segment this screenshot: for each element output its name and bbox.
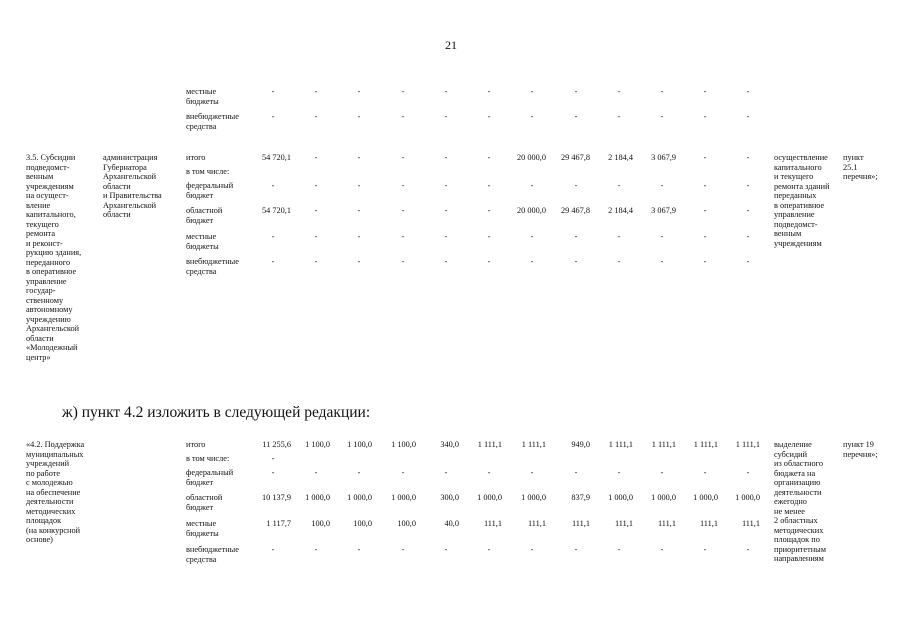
cell-dash: - [401, 112, 405, 121]
row-label: бюджет [186, 477, 214, 487]
result-text: осуществление [774, 153, 828, 162]
cell-dash: - [617, 181, 621, 190]
cell-dash: - [314, 181, 318, 190]
executor-text: Губернатора [103, 162, 147, 172]
section-3-5-title: учреждениям [26, 181, 74, 191]
cell-dash: - [574, 257, 578, 266]
row-label: внебюджетные [186, 257, 239, 266]
row-label: бюджет [186, 215, 214, 225]
row-label: местные [186, 519, 217, 528]
section-3-5-title: государ- [26, 286, 56, 295]
cell-dash: - [530, 257, 534, 266]
cell-dash: - [530, 232, 534, 241]
row-label: бюджеты [186, 96, 219, 106]
section-3-5-title: учреждению [26, 314, 71, 324]
cell-dash: - [271, 454, 275, 463]
result-text: методических [774, 525, 824, 535]
cell-dash: - [314, 257, 318, 266]
cell-value: 111,1 [571, 519, 590, 528]
cell-dash: - [574, 181, 578, 190]
reference-text: перечня»; [843, 449, 878, 459]
cell-value: 1 000,0 [477, 493, 502, 502]
cell-dash: - [401, 153, 405, 162]
cell-dash: - [314, 232, 318, 241]
executor-text: области [103, 181, 131, 191]
cell-dash: - [660, 257, 664, 266]
result-text: подведомст- [774, 219, 818, 229]
cell-dash: - [401, 545, 405, 554]
section-4-2-title: «4.2. Поддержка [26, 440, 85, 449]
section-4-2-title: основе) [26, 535, 53, 544]
cell-dash: - [271, 232, 275, 241]
section-3-5-title: вление [26, 200, 51, 210]
cell-dash: - [487, 206, 491, 215]
cell-dash: - [703, 112, 707, 121]
section-3-5-title: «Молодежный [26, 343, 78, 352]
result-text: выделение [774, 440, 812, 449]
reference-text: перечня»; [843, 172, 878, 181]
cell-dash: - [574, 112, 578, 121]
cell-dash: - [444, 206, 448, 215]
cell-dash: - [487, 468, 491, 477]
result-text: капитального [774, 162, 822, 172]
cell-value: 11 255,6 [262, 440, 291, 449]
section-4-2-title: по работе [26, 468, 61, 478]
cell-dash: - [357, 257, 361, 266]
section-3-5-title: текущего [26, 219, 59, 229]
cell-dash: - [574, 545, 578, 554]
cell-dash: - [357, 181, 361, 190]
cell-value: 111,1 [657, 519, 676, 528]
cell-value: 100,0 [353, 519, 372, 528]
cell-dash: - [746, 112, 750, 121]
cell-dash: - [487, 112, 491, 121]
section-3-5-title: подведомст- [26, 162, 70, 172]
row-label: областной [186, 206, 223, 215]
executor-text: Архангельской [103, 200, 157, 210]
cell-value: 1 111,1 [477, 440, 502, 449]
cell-value: 29 467,8 [560, 153, 590, 162]
cell-dash: - [746, 206, 750, 215]
cell-value: 1 000,0 [651, 493, 676, 502]
row-label: федеральный [186, 468, 234, 477]
section-3-5-title: и реконст- [26, 238, 63, 248]
cell-value: 949,0 [571, 440, 590, 449]
cell-dash: - [660, 112, 664, 121]
row-label: бюджеты [186, 241, 219, 251]
cell-dash: - [314, 153, 318, 162]
executor-text: администрация [103, 153, 158, 162]
section-3-5-title: автономному [26, 305, 73, 314]
cell-dash: - [530, 468, 534, 477]
section-3-5-title: капитального, [26, 210, 76, 219]
cell-value: 2 184,4 [608, 206, 633, 215]
result-text: площадок по [774, 535, 820, 544]
cell-dash: - [660, 87, 664, 96]
cell-dash: - [703, 153, 707, 162]
cell-dash: - [444, 232, 448, 241]
reference-text: пункт [843, 153, 864, 162]
section-3-5-title: центр» [26, 352, 51, 362]
cell-dash: - [271, 112, 275, 121]
cell-value: 111,1 [614, 519, 633, 528]
cell-value: 837,9 [571, 493, 590, 502]
cell-value: 20 000,0 [516, 153, 546, 162]
cell-dash: - [487, 181, 491, 190]
cell-value: 1 100,0 [305, 440, 330, 449]
section-heading: ж) пункт 4.2 изложить в следующей редакции: [62, 404, 371, 421]
cell-dash: - [401, 468, 405, 477]
cell-dash: - [487, 87, 491, 96]
result-text: субсидий [774, 449, 808, 459]
cell-dash: - [703, 545, 707, 554]
cell-dash: - [660, 181, 664, 190]
section-4-2-title: учреждений [26, 459, 70, 468]
cell-dash: - [746, 87, 750, 96]
cell-dash: - [746, 232, 750, 241]
cell-dash: - [444, 545, 448, 554]
cell-dash: - [660, 232, 664, 241]
cell-dash: - [271, 87, 275, 96]
cell-dash: - [401, 257, 405, 266]
cell-dash: - [746, 545, 750, 554]
row-label: средства [186, 121, 217, 131]
cell-dash: - [703, 87, 707, 96]
cell-value: 1 000,0 [391, 493, 416, 502]
cell-dash: - [357, 87, 361, 96]
result-text: приоритетным [774, 544, 826, 554]
result-text: организацию [774, 478, 821, 487]
cell-value: 54 720,1 [261, 206, 291, 215]
cell-value: 1 000,0 [347, 493, 372, 502]
executor-text: Архангельской [103, 172, 157, 181]
cell-value: 10 137,9 [261, 493, 291, 502]
section-3-5-title: переданного [26, 257, 71, 267]
cell-dash: - [746, 257, 750, 266]
row-label: внебюджетные [186, 545, 239, 554]
cell-value: 111,1 [483, 519, 502, 528]
section-3-5-title: области [26, 333, 54, 343]
result-text: и текущего [774, 172, 814, 181]
cell-dash: - [357, 545, 361, 554]
cell-dash: - [271, 545, 275, 554]
cell-dash: - [530, 87, 534, 96]
row-label: бюджеты [186, 528, 219, 538]
row-label: итого [186, 153, 206, 162]
result-text: управление [774, 210, 815, 219]
row-label: итого [186, 440, 206, 449]
cell-dash: - [487, 232, 491, 241]
cell-dash: - [357, 468, 361, 477]
row-label: местные [186, 232, 217, 241]
section-3-5-title: управление [26, 276, 67, 286]
cell-dash: - [314, 87, 318, 96]
row-label: в том числе: [186, 454, 230, 463]
executor-text: и Правительства [103, 191, 162, 200]
cell-dash: - [444, 468, 448, 477]
cell-dash: - [401, 87, 405, 96]
row-label: местные [186, 87, 217, 96]
cell-value: 300,0 [440, 493, 459, 502]
cell-value: 1 000,0 [735, 493, 760, 502]
cell-dash: - [357, 153, 361, 162]
cell-dash: - [746, 468, 750, 477]
cell-value: 1 000,0 [693, 493, 718, 502]
cell-dash: - [314, 545, 318, 554]
cell-dash: - [660, 468, 664, 477]
reference-text: 25.1 [843, 162, 858, 172]
result-text: из областного [774, 459, 824, 468]
cell-value: 2 184,4 [608, 153, 633, 162]
row-label: средства [186, 554, 217, 564]
result-text: переданных [774, 191, 817, 200]
result-text: венным [774, 229, 802, 238]
result-text: бюджета на [774, 468, 816, 478]
cell-value: 40,0 [444, 519, 459, 528]
cell-dash: - [487, 153, 491, 162]
cell-dash: - [444, 181, 448, 190]
cell-dash: - [703, 257, 707, 266]
cell-dash: - [314, 206, 318, 215]
reference-text: пункт 19 [843, 440, 874, 449]
cell-value: 1 100,0 [391, 440, 416, 449]
cell-dash: - [357, 232, 361, 241]
cell-dash: - [271, 257, 275, 266]
cell-dash: - [271, 181, 275, 190]
cell-value: 1 000,0 [305, 493, 330, 502]
cell-dash: - [703, 468, 707, 477]
section-4-2-title: муниципальных [26, 449, 84, 459]
result-text: не менее [774, 506, 805, 516]
section-3-5-title: 3.5. Субсидии [26, 153, 76, 162]
section-4-2-title: с молодежью [26, 478, 73, 487]
cell-value: 1 111,1 [608, 440, 633, 449]
cell-dash: - [703, 232, 707, 241]
section-3-5-title: Архангельской [26, 324, 80, 333]
row-label: бюджет [186, 190, 214, 200]
cell-value: 111,1 [699, 519, 718, 528]
cell-dash: - [444, 87, 448, 96]
cell-dash: - [401, 181, 405, 190]
cell-value: 29 467,8 [560, 206, 590, 215]
cell-dash: - [574, 468, 578, 477]
cell-dash: - [746, 153, 750, 162]
cell-dash: - [314, 468, 318, 477]
cell-dash: - [703, 181, 707, 190]
section-3-5-title: ремонта [26, 229, 56, 238]
executor-text: области [103, 210, 131, 219]
cell-value: 1 117,7 [266, 519, 291, 528]
cell-dash: - [660, 545, 664, 554]
cell-value: 1 111,1 [735, 440, 760, 449]
cell-value: 1 000,0 [608, 493, 633, 502]
section-3-5-title: ственному [26, 295, 64, 305]
cell-value: 1 100,0 [347, 440, 372, 449]
cell-value: 20 000,0 [516, 206, 546, 215]
cell-dash: - [530, 181, 534, 190]
cell-dash: - [617, 468, 621, 477]
section-4-2-title: методических [26, 506, 76, 516]
cell-dash: - [314, 112, 318, 121]
row-label: областной [186, 493, 223, 502]
cell-dash: - [444, 112, 448, 121]
result-text: 2 областных [774, 516, 818, 525]
result-text: деятельности [774, 487, 822, 497]
cell-dash: - [487, 257, 491, 266]
result-text: в оперативное [774, 200, 825, 210]
cell-value: 100,0 [397, 519, 416, 528]
cell-value: 3 067,9 [651, 153, 676, 162]
result-text: ежегодно [774, 497, 807, 506]
cell-value: 54 720,1 [261, 153, 291, 162]
section-4-2-title: площадок [26, 516, 62, 525]
cell-dash: - [617, 112, 621, 121]
row-label: внебюджетные [186, 112, 239, 121]
cell-value: 1 111,1 [521, 440, 546, 449]
section-3-5-title: венным [26, 172, 54, 181]
cell-value: 1 000,0 [521, 493, 546, 502]
cell-dash: - [617, 545, 621, 554]
section-3-5-title: рукцию здания, [26, 248, 82, 257]
cell-dash: - [271, 468, 275, 477]
page-number: 21 [445, 38, 457, 52]
cell-dash: - [574, 232, 578, 241]
section-4-2-title: деятельности [26, 497, 74, 506]
cell-value: 111,1 [741, 519, 760, 528]
result-text: ремонта зданий [774, 181, 830, 191]
cell-dash: - [530, 112, 534, 121]
section-3-5-title: в оперативное [26, 267, 77, 276]
cell-dash: - [746, 181, 750, 190]
cell-dash: - [617, 87, 621, 96]
row-label: средства [186, 266, 217, 276]
cell-dash: - [357, 206, 361, 215]
cell-dash: - [487, 545, 491, 554]
result-text: учреждениям [774, 238, 822, 248]
row-label: бюджет [186, 502, 214, 512]
section-3-5-title: на осущест- [26, 191, 69, 200]
cell-dash: - [444, 257, 448, 266]
cell-value: 3 067,9 [651, 206, 676, 215]
cell-dash: - [574, 87, 578, 96]
cell-value: 1 111,1 [651, 440, 676, 449]
cell-dash: - [617, 232, 621, 241]
row-label: федеральный [186, 181, 234, 190]
cell-dash: - [357, 112, 361, 121]
result-text: направлениям [774, 554, 824, 563]
row-label: в том числе: [186, 167, 230, 176]
cell-value: 100,0 [311, 519, 330, 528]
cell-value: 340,0 [440, 440, 459, 449]
cell-dash: - [401, 232, 405, 241]
cell-dash: - [703, 206, 707, 215]
section-4-2-title: на обеспечение [26, 487, 81, 497]
cell-dash: - [401, 206, 405, 215]
cell-dash: - [617, 257, 621, 266]
cell-value: 111,1 [527, 519, 546, 528]
cell-dash: - [530, 545, 534, 554]
cell-dash: - [444, 153, 448, 162]
section-4-2-title: (на конкурсной [26, 525, 81, 535]
cell-value: 1 111,1 [693, 440, 718, 449]
